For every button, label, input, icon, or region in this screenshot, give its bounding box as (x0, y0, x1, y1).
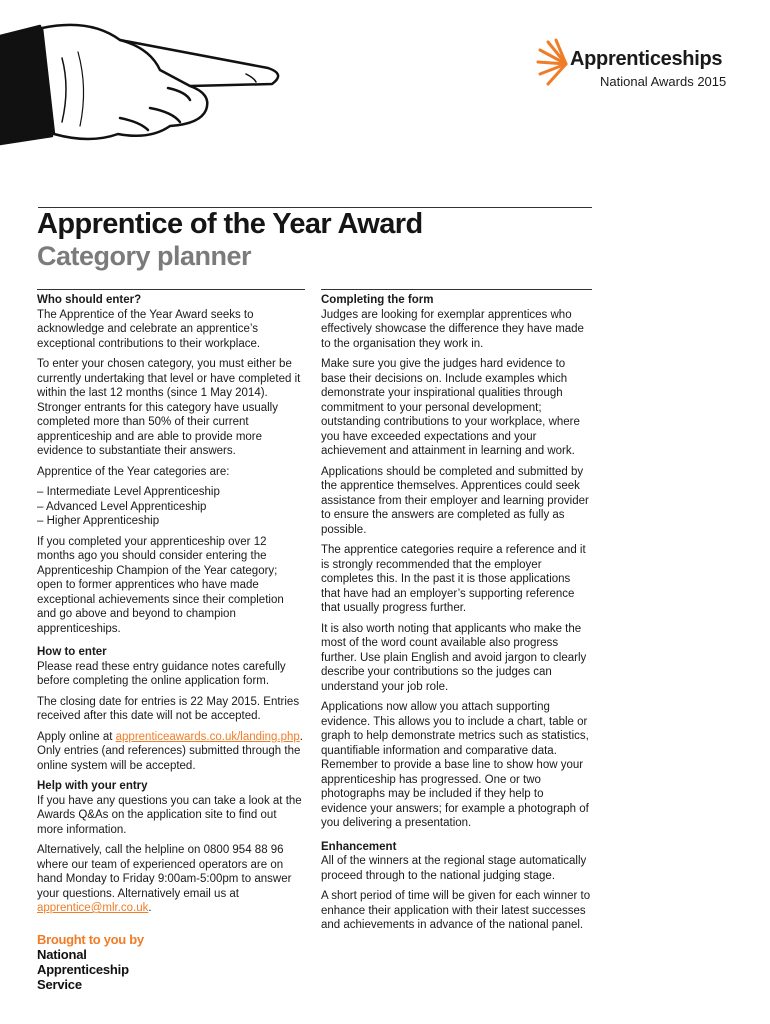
form-paragraph-3: Applications should be completed and submitted by the apprentice themselves. Apprentices could seek assistance from their employer and learning provider to ensure the answers are completed as fully as possible. (321, 465, 589, 536)
completing-form-heading: Completing the form (321, 294, 434, 306)
right-column (321, 289, 592, 939)
page-title: Apprentice of the Year Award (37, 208, 423, 240)
help-paragraph-1: If you have any questions you can take a look at the Awards Q&As on the application site to find out more information. (37, 794, 302, 836)
help-paragraph-2: Alternatively, call the helpline on 0800 954 88 96 where our team of experienced operators are on hand Monday to Friday 9:00am-5:00pm to answer your questions. Alternatively email us at apprentice@mlr.co.uk. (37, 844, 292, 914)
who-should-enter-heading: Who should enter? (37, 294, 142, 306)
enhancement-heading: Enhancement (321, 840, 397, 853)
form-paragraph-2: Make sure you give the judges hard evidence to base their decisions on. Include examples which demonstrate your inspirational qualities through commitment to your personal development; outstanding contributions to your workplace, where you have exceeded expectations and your achievement and attainment in learning and work. (321, 358, 580, 457)
left-column (37, 289, 305, 922)
how-paragraph-1: Please read these entry guidance notes carefully before completing the online application form. (37, 660, 286, 687)
application-site-link[interactable]: apprenticeawards.co.uk/landing.php (115, 730, 300, 743)
brought-to-you-by (37, 932, 177, 992)
apprenticeships-logo (536, 36, 746, 96)
left-column-divider (37, 289, 305, 290)
brand-subtitle: National Awards 2015 (600, 74, 727, 89)
list-item: – Advanced Level Apprenticeship (37, 500, 207, 513)
national-apprenticeship-service-logo: National Apprenticeship Service (37, 947, 129, 992)
support-email-link[interactable]: apprentice@mlr.co.uk (37, 902, 149, 914)
list-item: – Higher Apprenticeship (37, 515, 160, 527)
how-paragraph-2: The closing date for entries is 22 May 2015. Entries received after this date will not be accepted. (37, 695, 300, 722)
help-with-entry-heading: Help with your entry (37, 780, 148, 792)
pointing-hand-illustration (0, 18, 290, 148)
form-paragraph-5: It is also worth noting that applicants who make the most of the word count available also progress further. Use plain English and avoid jargon to clearly describe your contributions so the judges can understand your job role. (321, 622, 587, 693)
enhancement-paragraph-2: A short period of time will be given for each winner to enhance their application with their latest successes and achievements in advance of the national panel. (321, 890, 591, 931)
brought-to-you-by-label: Brought to you by (37, 932, 144, 947)
form-paragraph-6: Applications now allow you attach supporting evidence. This allows you to include a chart, table or graph to help demonstrate metrics such as statistics, quantifiable information and comparative data. Remember to provide a base line to show how your apprenticeship has progressed. One or two photographs may be included if they help to evidence your answers; for example a photograph of you delivering a presentation. (321, 701, 589, 829)
category-list (37, 485, 305, 529)
who-paragraph-3: Apprentice of the Year categories are: (37, 465, 230, 478)
enhancement-paragraph-1: All of the winners at the regional stage automatically proceed through to the national judging stage. (321, 855, 587, 882)
who-paragraph-2: To enter your chosen category, you must either be currently undertaking that level or have completed it within the last 12 months (since 1 May 2014). Stronger entrants for this category have usually completed more than 50% of their current apprenticeship and are able to provide more evidence to substantiate their answers. (37, 358, 301, 457)
how-to-enter-heading: How to enter (37, 646, 107, 658)
who-paragraph-1: The Apprentice of the Year Award seeks to acknowledge and celebrate an apprentice’s exceptional contributions to their workplace. (37, 308, 261, 350)
how-paragraph-3: Apply online at apprenticeawards.co.uk/landing.php. Only entries (and references) submitted through the online system will be accepted. (37, 730, 303, 772)
right-column-divider (321, 289, 592, 290)
who-paragraph-4: If you completed your apprenticeship over 12 months ago you should consider entering the Apprenticeship Champion of the Year category; open to former apprentices who have made exceptional achievements since their completion and go above and beyond to champion apprenticeships. (37, 535, 284, 635)
page-subtitle: Category planner (37, 241, 252, 271)
form-paragraph-4: The apprentice categories require a reference and it is strongly recommended that the employer completes this. In the past it is those applications that have had an employer’s supporting reference that usually progress further. (321, 544, 586, 614)
brand-name: Apprenticeships (570, 48, 723, 70)
form-paragraph-1: Judges are looking for exemplar apprentices who effectively showcase the difference they have made to the organisation they work in. (321, 308, 584, 350)
list-item: – Intermediate Level Apprenticeship (37, 486, 220, 498)
